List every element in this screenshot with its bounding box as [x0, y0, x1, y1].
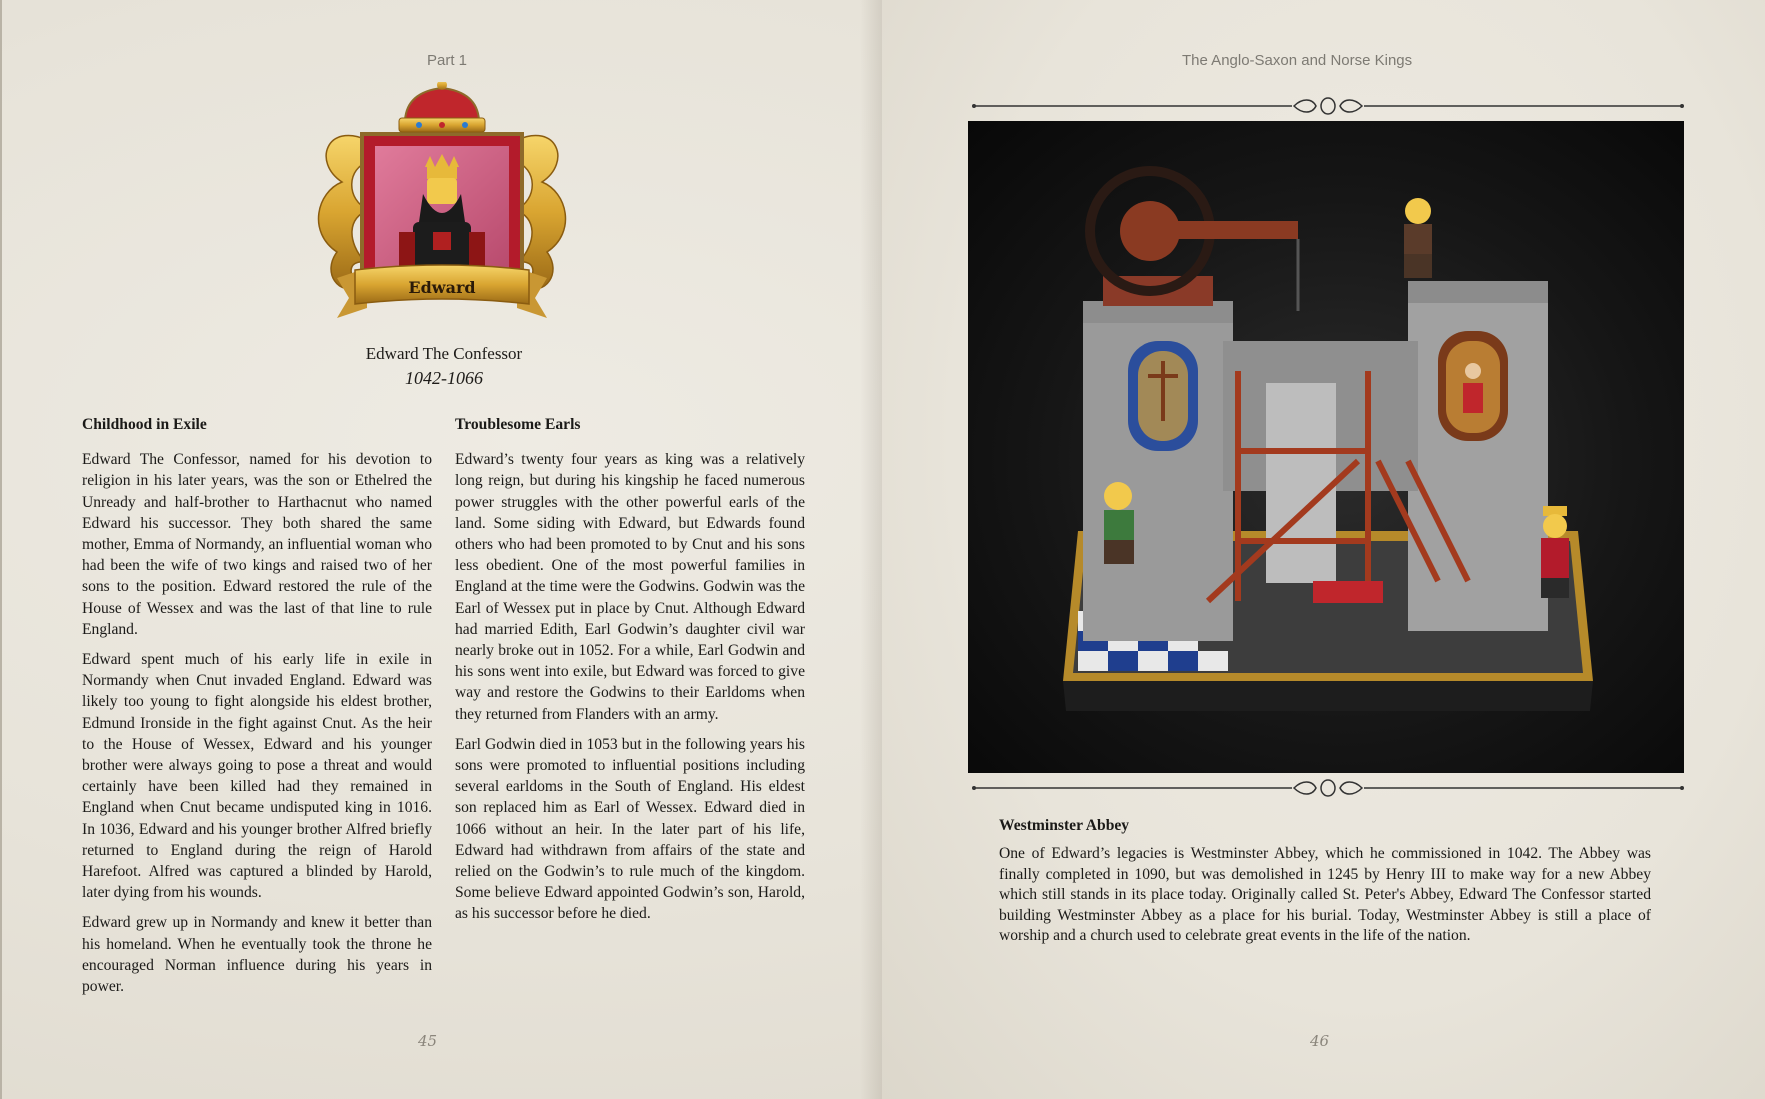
minifigure-left	[1104, 482, 1134, 564]
paragraph: Edward The Confessor, named for his devotion to religion in his later years, was the son or Ethelred the Unready and half-brother to Harthacnut who named Edward his successor. They both shared the same mother, Emma of Normandy, an influential woman who had been the wife of two kings and raised two of her sons to the position. Edward restored the rule of the House of Wessex and was the last of that line to rule England.	[82, 451, 432, 638]
reign-years: 1042-1066	[405, 368, 483, 388]
heading-westminster: Westminster Abbey	[999, 817, 1130, 834]
paragraph: Earl Godwin died in 1053 but in the following years his sons were promoted to influential positions including several earldoms in the South of England. His eldest son replaced him as Earl of Wessex. Edward died in 1066 without an heir. In the later part of his life, Edward had withdrawn from affairs of the state and relied on the Godwin’s to rule much of the kingdom. Some believe Edward appointed Godwin’s son, Harold, as his successor before he died.	[455, 735, 805, 923]
heading-childhood: Childhood in Exile	[82, 416, 207, 433]
right-tower	[1408, 281, 1548, 631]
red-brick	[1313, 581, 1383, 603]
column-childhood	[82, 414, 432, 1006]
page-number-right: 46	[1310, 1032, 1330, 1050]
running-head-left: Part 1	[427, 52, 468, 69]
page-number-left: 45	[418, 1032, 438, 1050]
name-banner	[337, 265, 547, 318]
heading-earls: Troublesome Earls	[455, 416, 581, 433]
left-tower	[1083, 276, 1233, 641]
westminster-abbey-photo	[968, 121, 1684, 773]
king-name: Edward The Confessor	[365, 344, 523, 363]
running-head-right: The Anglo-Saxon and Norse Kings	[1182, 52, 1413, 69]
paragraph-westminster: One of Edward’s legacies is Westminster Abbey, which he commissioned in 1042. The Abbey was finally completed in 1090, but was demolished in 1245 by Henry III to make way for a new Abbey which still stands in its place today. Originally called St. Peter's Abbey, Edward The Confessor started building Westminster Abbey as a place for his burial. Today, Westminster Abbey is still a place of worship and a church used to celebrate great events in the life of the nation.	[999, 845, 1651, 944]
ornamental-rule-bottom	[972, 778, 1684, 798]
minifigure-tower-top	[1404, 198, 1432, 278]
column-earls	[455, 414, 805, 934]
crown-icon	[399, 82, 485, 132]
minifigure-king	[1541, 506, 1569, 598]
royal-crest	[307, 82, 577, 344]
pillar	[1266, 383, 1336, 583]
ornamental-rule-top	[972, 96, 1684, 116]
paragraph: Edward grew up in Normandy and knew it better than his homeland. When he eventually took the throne he encouraged Norman influence during his years in power.	[82, 914, 432, 996]
paragraph: Edward spent much of his early life in exile in Normandy when Cnut invaded England. Edward was likely too young to fight alongside his eldest brother, Edmund Ironside in the fight against Cnut. As the heir to the House of Wessex, Edward and his younger brother were always going to pose a threat and would certainly have been killed had they remained in England when Cnut became undisputed king in 1016. In 1036, Edward and his younger brother Alfred briefly returned to England during the reign of Harold Harefoot. Alfred was captured a blinded by Harold, later dying from his wounds.	[82, 651, 432, 902]
paragraph: Edward’s twenty four years as king was a relatively long reign, but during his kingship he faced numerous power struggles with the other powerful earls of the land. Some siding with Edward, but Edwards found others who had been promoted to by Cnut and his sons less obedient. One of the most powerful families in England at the time were the Godwins. Godwin was the Earl of Wessex put in place by Cnut. Although Edward had married Edith, Earl Godwin’s daughter civil war nearly broke out in 1052. For a while, Earl Godwin and his sons went into exile, but Edward was forced to give way and restore the Godwins to their Earldoms when they returned from Flanders with an army.	[455, 451, 805, 723]
banner-label: Edward	[408, 278, 476, 297]
